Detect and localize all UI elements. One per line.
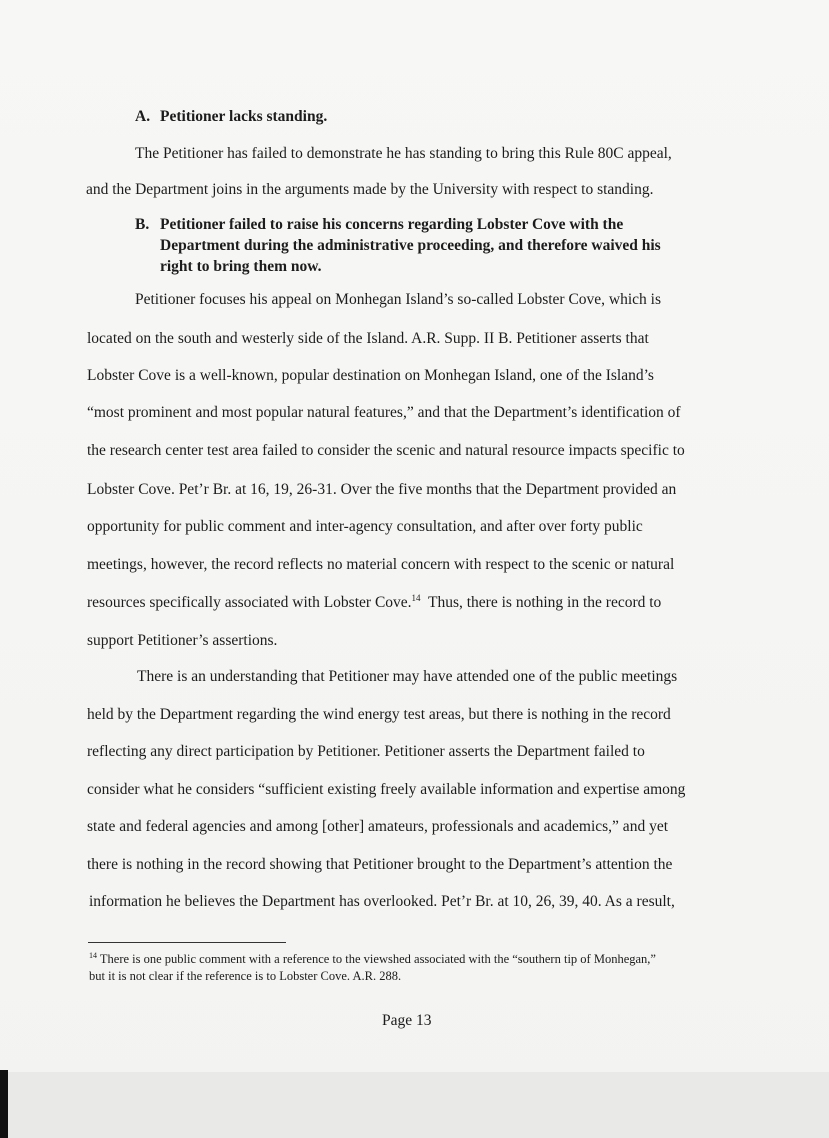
para-b1-line-1: Petitioner focuses his appeal on Monhegan Island’s so-called Lobster Cove, which is (135, 291, 662, 308)
para-b1-line-9 (87, 594, 661, 612)
heading-b-line-3: right to bring them now. (160, 258, 322, 275)
footnote-number: 14 (89, 950, 97, 960)
heading-b-letter: B. (135, 216, 150, 233)
para-b2-line-2: held by the Department regarding the wind energy test areas, but there is nothing in the record (87, 706, 671, 723)
para-b1-line-3: Lobster Cove is a well-known, popular destination on Monhegan Island, one of the Island’s (87, 367, 654, 384)
heading-b-line-2: Department during the administrative proceeding, and therefore waived his (160, 237, 661, 254)
para-b1-line-7: opportunity for public comment and inter-agency consultation, and after over forty public (87, 518, 643, 535)
para-b1-line-9-text: resources specifically associated with Lobster Cove. (87, 594, 412, 611)
para-b1-line-8: meetings, however, the record reflects no material concern with respect to the scenic or natural (87, 556, 675, 573)
scan-bottom-margin (0, 1072, 829, 1138)
footnote-reference: 14 (411, 592, 421, 603)
para-b2-line-6: there is nothing in the record showing that Petitioner brought to the Department’s attention the (87, 856, 673, 873)
para-b2-line-4: consider what he considers “sufficient existing freely available information and expertise among (87, 781, 686, 798)
para-b1-line-4: “most prominent and most popular natural features,” and that the Department’s identification of (87, 404, 681, 421)
para-b1-line-10: support Petitioner’s assertions. (87, 632, 278, 649)
footnote-line-1 (89, 952, 656, 967)
para-b1-line-9-rest: Thus, there is nothing in the record to (420, 594, 662, 611)
footnote-text-1: There is one public comment with a reference to the viewshed associated with the “southern tip of Monhegan,” (97, 952, 656, 966)
para-a-line-2: and the Department joins in the arguments made by the University with respect to standing. (86, 181, 654, 198)
para-b1-line-2: located on the south and westerly side of the Island. A.R. Supp. II B. Petitioner asserts that (87, 330, 649, 347)
para-b2-line-5: state and federal agencies and among [other] amateurs, professionals and academics,” and yet (87, 818, 669, 835)
footnote-line-2: but it is not clear if the reference is to Lobster Cove. A.R. 288. (89, 969, 402, 983)
footnote-divider (88, 942, 286, 943)
scan-edge-shadow (0, 1070, 8, 1138)
para-b2-line-3: reflecting any direct participation by Petitioner. Petitioner asserts the Department failed to (87, 743, 645, 760)
para-b1-line-6: Lobster Cove. Pet’r Br. at 16, 19, 26-31. Over the five months that the Department provided an (87, 481, 677, 498)
page-number: Page 13 (382, 1012, 432, 1029)
heading-a-letter: A. (135, 108, 151, 125)
para-a-line-1: The Petitioner has failed to demonstrate he has standing to bring this Rule 80C appeal, (135, 145, 672, 162)
para-b1-line-5: the research center test area failed to consider the scenic and natural resource impacts specific to (87, 442, 685, 459)
para-b2-line-7: information he believes the Department has overlooked. Pet’r Br. at 10, 26, 39, 40. As a result, (89, 893, 675, 910)
heading-a-text: Petitioner lacks standing. (160, 108, 328, 125)
para-b2-line-1: There is an understanding that Petitioner may have attended one of the public meetings (137, 668, 678, 685)
heading-b-line-1: Petitioner failed to raise his concerns regarding Lobster Cove with the (160, 216, 624, 233)
